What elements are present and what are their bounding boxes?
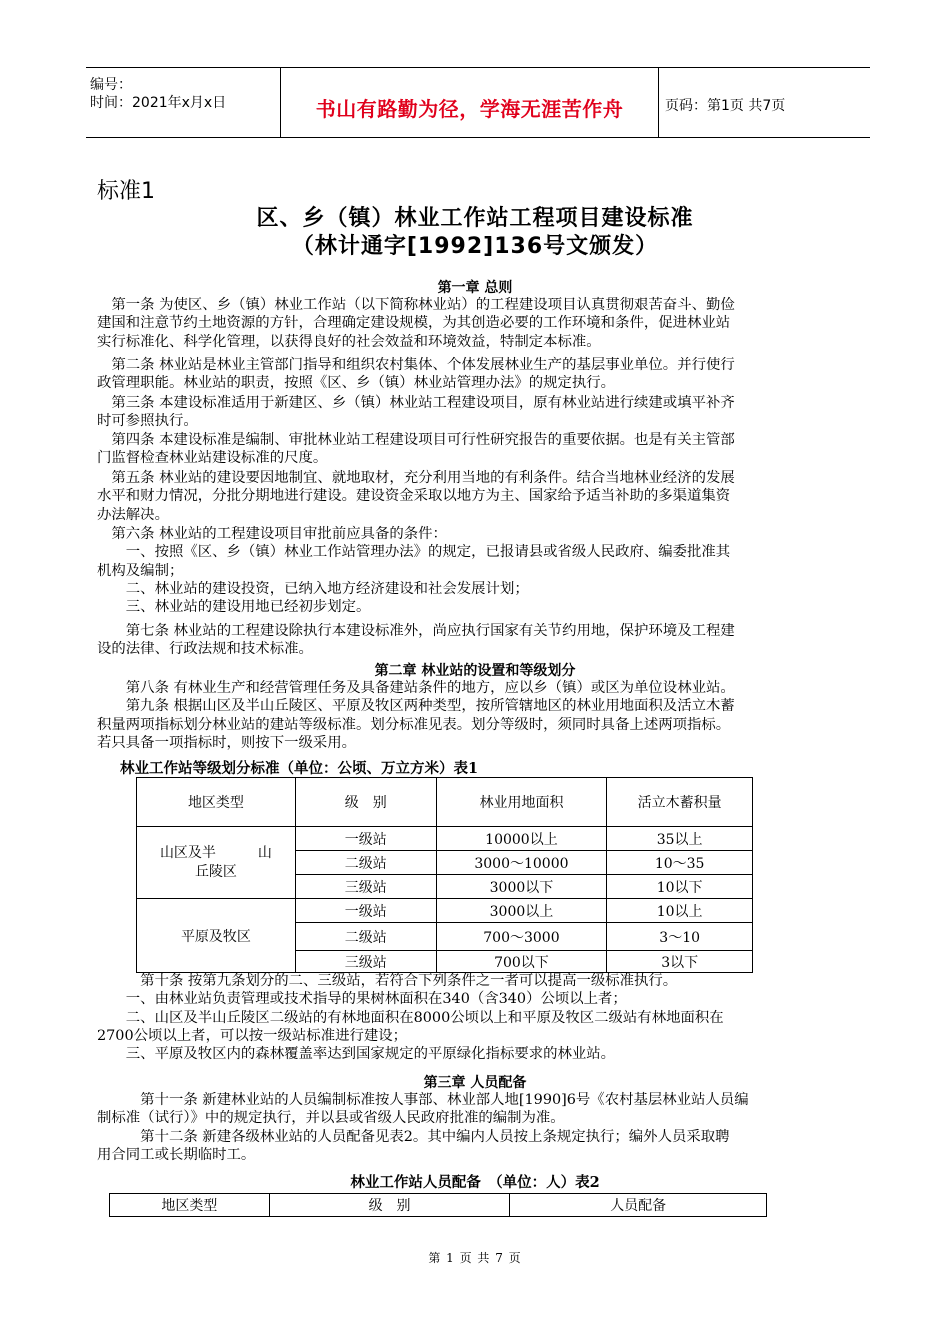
table-cell: 3000以下	[436, 875, 607, 899]
text-line: 制标准（试行）》中的规定执行，并以县或省级人民政府批准的编制为准。	[97, 1110, 565, 1127]
text-line: 第五条 林业站的建设要因地制宜、就地取材，充分利用当地的有利条件。结合当地林业经济的发展	[97, 470, 735, 486]
text-line: 一、按照《区、乡（镇）林业工作站管理办法》的规定，已报请县或省级人民政府、编委批准其	[97, 544, 731, 561]
standard-label: 标准1	[97, 179, 155, 204]
table-cell: 35以上	[607, 827, 753, 851]
page-footer: 第 1 页 共 7 页	[428, 1251, 522, 1265]
header-meta	[86, 68, 281, 137]
header-cell: 级 别	[295, 778, 436, 827]
table-header-row	[110, 1194, 767, 1217]
text-line: 第一条 为使区、乡（镇）林业工作站（以下简称林业站）的工程建设项目认真贯彻艰苦奋斗、勤俭	[97, 297, 735, 313]
region-cell	[137, 827, 296, 899]
table-1-caption: 林业工作站等级划分标准（单位：公顷、万立方米）表1	[120, 760, 479, 777]
text-line: 办法解决。	[97, 506, 169, 523]
text-line: 设的法律、行政法规和技术标准。	[97, 641, 313, 658]
table-2-caption: 林业工作站人员配备 （单位：人）表2	[350, 1174, 600, 1191]
region-label: 山区及半 山丘陵区	[159, 844, 272, 880]
text-line: 第三条 本建设标准适用于新建区、乡（镇）林业站工程建设项目，原有林业站进行续建或填平补齐	[97, 395, 735, 411]
table-cell: 700～3000	[436, 923, 607, 951]
table-row	[137, 827, 753, 851]
table-cell: 700以下	[436, 951, 607, 973]
chapter-2-heading: 第二章 林业站的设置和等级划分	[374, 663, 576, 679]
text-line: 第十一条 新建林业站的人员编制标准按人事部、林业部人地[1990]6号《农村基层林业站人员编	[97, 1092, 749, 1108]
article-3	[97, 394, 853, 431]
text-line: 建国和注意节约土地资源的方针，合理确定建设规模，为其创造必要的工作环境和条件，促进林业站	[97, 315, 731, 332]
text-line: 二、山区及半山丘陵区二级站的有林地面积在8000公顷以上和平原及牧区二级站有林地面积在	[97, 1009, 724, 1026]
table-row	[137, 899, 753, 923]
text-line: 若只具备一项指标时，则按下一级采用。	[97, 734, 357, 751]
text-line: 机构及编制；	[97, 562, 184, 579]
text-line: 一、由林业站负责管理或技术指导的果树林面积在340（含340）公顷以上者；	[97, 991, 627, 1008]
table-cell: 10～35	[607, 851, 753, 875]
table-cell: 3000以上	[436, 899, 607, 923]
table-cell: 三级站	[295, 875, 436, 899]
text-line: 二、林业站的建设投资，已纳入地方经济建设和社会发展计划；	[97, 580, 529, 597]
text-line: 第四条 本建设标准是编制、审批林业站工程建设项目可行性研究报告的重要依据。也是有关主管部	[97, 432, 735, 448]
page-info: 页码：第1页 共7页	[665, 98, 786, 114]
table-cell: 10000以上	[436, 827, 607, 851]
text-line: 积量两项指标划分林业站的建站等级标准。划分标准见表。划分等级时，须同时具备上述两项指标。	[97, 716, 731, 733]
header-page-cell	[659, 68, 870, 137]
time-label: 时间：2021年x月x日	[90, 95, 227, 111]
text-line: 第十条 按第九条划分的二、三级站，若符合下列条件之一者可以提高一级标准执行。	[97, 973, 678, 989]
text-line: 实行标准化、科学化管理，以获得良好的社会效益和环境效益，特制定本标准。	[97, 333, 601, 350]
motto: 书山有路勤为径，学海无涯苦作舟	[315, 97, 624, 121]
table-cell: 3以下	[607, 951, 753, 973]
text-line: 第九条 根据山区及半山丘陵区、平原及牧区两种类型，按所管辖地区的林业用地面积及活立木蓄	[97, 698, 735, 715]
header-cell: 地区类型	[110, 1194, 270, 1217]
text-line: 2700公顷以上者，可以按一级站标准进行建设；	[97, 1027, 408, 1044]
header-cell: 级 别	[269, 1194, 510, 1217]
header-motto-cell	[281, 68, 659, 137]
article-11-12	[97, 1091, 853, 1164]
table-cell: 三级站	[295, 951, 436, 973]
table-header-row	[137, 778, 753, 827]
article-4	[97, 431, 853, 468]
staffing-table	[109, 1193, 767, 1217]
header-cell: 地区类型	[137, 778, 296, 827]
doc-subtitle: （林计通字[1992]136号文颁发）	[291, 234, 659, 259]
article-10	[97, 972, 853, 1063]
table-cell: 3000～10000	[436, 851, 607, 875]
article-6	[97, 525, 853, 616]
text-line: 第八条 有林业生产和经营管理任务及具备建站条件的地方，应以乡（镇）或区为单位设林业站。	[97, 680, 735, 696]
text-line: 第十二条 新建各级林业站的人员配备见表2。其中编内人员按上条规定执行；编外人员采取聘	[97, 1128, 730, 1145]
header-cell: 林业用地面积	[436, 778, 607, 827]
table-cell: 3～10	[607, 923, 753, 951]
chapter-1-heading: 第一章 总则	[437, 280, 513, 296]
text-line: 三、平原及牧区内的森林覆盖率达到国家规定的平原绿化指标要求的林业站。	[97, 1046, 616, 1063]
article-2	[97, 356, 853, 393]
number-label: 编号：	[90, 77, 132, 93]
table-cell: 二级站	[295, 851, 436, 875]
table-cell: 二级站	[295, 923, 436, 951]
region-cell: 平原及牧区	[137, 899, 296, 973]
header-cell: 人员配备	[510, 1194, 767, 1217]
doc-title: 区、乡（镇）林业工作站工程项目建设标准	[256, 206, 694, 231]
header-cell: 活立木蓄积量	[607, 778, 753, 827]
article-8-9	[97, 679, 853, 752]
text-line: 第六条 林业站的工程建设项目审批前应具备的条件：	[97, 526, 447, 542]
article-1	[97, 296, 853, 351]
table-cell: 10以下	[607, 875, 753, 899]
article-7	[97, 622, 853, 659]
table-cell: 一级站	[295, 899, 436, 923]
text-line: 政管理职能。林业站的职责，按照《区、乡（镇）林业站管理办法》的规定执行。	[97, 375, 616, 392]
table-cell: 10以上	[607, 899, 753, 923]
table-cell: 一级站	[295, 827, 436, 851]
text-line: 第二条 林业站是林业主管部门指导和组织农村集体、个体发展林业生产的基层事业单位。并行使行	[97, 357, 735, 373]
grade-table	[136, 777, 753, 973]
page-header	[86, 67, 870, 138]
text-line: 门监督检查林业站建设标准的尺度。	[97, 450, 328, 467]
text-line: 用合同工或长期临时工。	[97, 1146, 256, 1163]
text-line: 三、林业站的建设用地已经初步划定。	[97, 599, 371, 616]
text-line: 水平和财力情况，分批分期地进行建设。建设资金采取以地方为主、国家给予适当补助的多渠道集资	[97, 488, 731, 505]
chapter-3-heading: 第三章 人员配备	[423, 1075, 527, 1091]
article-5	[97, 469, 853, 524]
text-line: 第七条 林业站的工程建设除执行本建设标准外，尚应执行国家有关节约用地，保护环境及工程建	[97, 623, 735, 639]
text-line: 时可参照执行。	[97, 413, 198, 430]
